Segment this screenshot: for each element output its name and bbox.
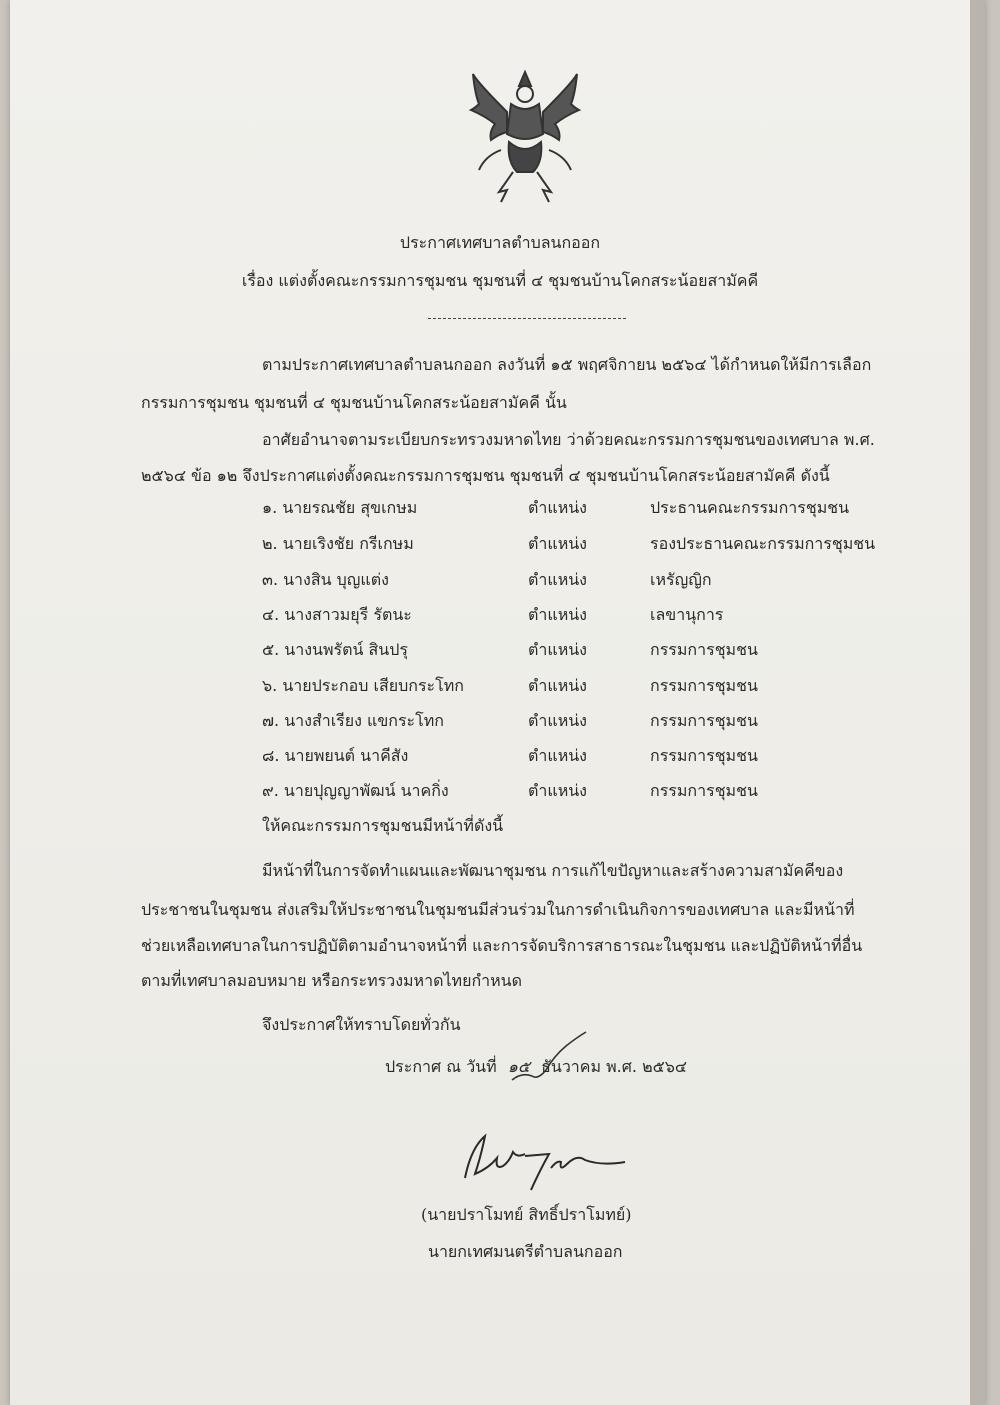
duties-intro: ให้คณะกรรมการชุมชนมีหน้าที่ดังนี้ xyxy=(262,816,504,835)
announcement-subject: เรื่อง แต่งตั้งคณะกรรมการชุมชน ชุมชนที่ ๔ ชุมชนบ้านโคกสระน้อยสามัคคี xyxy=(241,271,759,290)
paragraph-2-line-1: อาศัยอำนาจตามระเบียบกระทรวงมหาดไทย ว่าด้วยคณะกรรมการชุมชนของเทศบาล พ.ศ. xyxy=(262,430,875,449)
duties-line-2: ประชาชนในชุมชน ส่งเสริมให้ประชาชนในชุมชนมีส่วนร่วมในการดำเนินกิจการของเทศบาล และมีหน้าที่ xyxy=(141,900,855,919)
member-position-label: ตำแหน่ง xyxy=(528,534,587,553)
member-name: ๖. นายประกอบ เสียบกระโทก xyxy=(262,676,464,695)
signer-title: นายกเทศมนตรีตำบลนกออก xyxy=(428,1242,623,1261)
duties-line-3: ช่วยเหลือเทศบาลในการปฏิบัติตามอำนาจหน้าที่ และการจัดบริการสาธารณะในชุมชน และปฏิบัติหน้าที่อื่น xyxy=(141,936,863,955)
member-position-label: ตำแหน่ง xyxy=(528,676,587,695)
paragraph-2-line-2: ๒๕๖๔ ข้อ ๑๒ จึงประกาศแต่งตั้งคณะกรรมการชุมชน ชุมชนที่ ๔ ชุมชนบ้านโคกสระน้อยสามัคคี ดังนี้ xyxy=(141,466,830,485)
member-position: ประธานคณะกรรมการชุมชน xyxy=(650,498,850,517)
member-position-label: ตำแหน่ง xyxy=(528,498,587,517)
signature-icon xyxy=(455,1118,655,1208)
member-position: กรรมการชุมชน xyxy=(650,640,758,659)
member-name: ๒. นายเริงชัย กรีเกษม xyxy=(262,534,414,553)
member-position-label: ตำแหน่ง xyxy=(528,781,587,800)
paragraph-1-line-2: กรรมการชุมชน ชุมชนที่ ๔ ชุมชนบ้านโคกสระน้อยสามัคคี นั้น xyxy=(141,393,567,412)
member-position-label: ตำแหน่ง xyxy=(528,640,587,659)
member-position-label: ตำแหน่ง xyxy=(528,570,587,589)
member-name: ๓. นางสิน บุญแต่ง xyxy=(262,570,389,589)
date-prefix: ประกาศ ณ วันที่ xyxy=(385,1057,497,1076)
signer-name: (นายปราโมทย์ สิทธิ์ปราโมทย์) xyxy=(421,1205,632,1224)
garuda-emblem-icon xyxy=(465,64,585,214)
member-name: ๙. นายปุญญาพัฒน์ นาคกิ่ง xyxy=(262,781,449,800)
member-position: เลขานุการ xyxy=(650,605,724,624)
duties-line-1: มีหน้าที่ในการจัดทำแผนและพัฒนาชุมชน การแก้ไขปัญหาและสร้างความสามัคคีของ xyxy=(262,861,844,880)
page-edge xyxy=(970,0,985,1405)
member-position: กรรมการชุมชน xyxy=(650,746,758,765)
member-name: ๑. นายรณชัย สุขเกษม xyxy=(262,498,418,517)
member-position: กรรมการชุมชน xyxy=(650,676,758,695)
member-position-label: ตำแหน่ง xyxy=(528,746,587,765)
member-position-label: ตำแหน่ง xyxy=(528,605,587,624)
member-name: ๔. นางสาวมยุรี รัตนะ xyxy=(262,605,412,624)
member-position: กรรมการชุมชน xyxy=(650,711,758,730)
date-suffix: ธันวาคม พ.ศ. ๒๕๖๔ xyxy=(541,1057,687,1076)
member-name: ๘. นายพยนต์ นาคีสัง xyxy=(262,746,409,765)
member-position: เหรัญญิก xyxy=(650,570,712,589)
title-divider xyxy=(428,318,626,319)
announcement-title: ประกาศเทศบาลตำบลนกออก xyxy=(399,233,601,252)
closing-statement: จึงประกาศให้ทราบโดยทั่วกัน xyxy=(262,1015,461,1034)
member-position: กรรมการชุมชน xyxy=(650,781,758,800)
paragraph-1-line-1: ตามประกาศเทศบาลตำบลนกออก ลงวันที่ ๑๕ พฤศจิกายน ๒๕๖๔ ได้กำหนดให้มีการเลือก xyxy=(262,355,872,374)
date-day: ๑๕ xyxy=(507,1057,531,1076)
member-position-label: ตำแหน่ง xyxy=(528,711,587,730)
handwritten-date-mark-icon xyxy=(500,1028,610,1090)
member-position: รองประธานคณะกรรมการชุมชน xyxy=(650,534,876,553)
member-name: ๗. นางสำเรียง แขกระโทก xyxy=(262,711,444,730)
duties-line-4: ตามที่เทศบาลมอบหมาย หรือกระทรวงมหาดไทยกำหนด xyxy=(141,971,522,990)
member-name: ๕. นางนพรัตน์ สินปรุ xyxy=(262,640,408,659)
